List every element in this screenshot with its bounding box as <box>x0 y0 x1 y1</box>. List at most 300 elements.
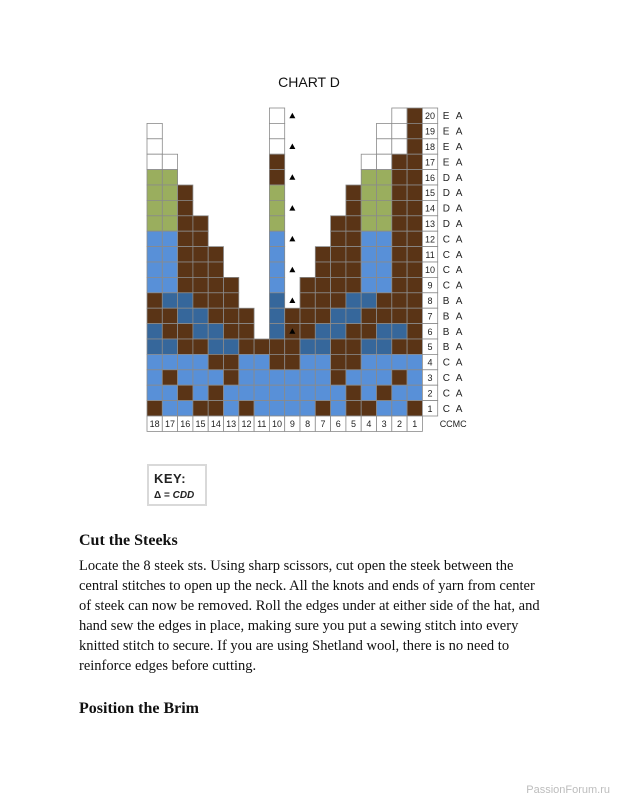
chart-cell <box>208 262 223 277</box>
chart-cell <box>162 170 177 185</box>
chart-cell <box>193 216 208 231</box>
chart-cell <box>147 185 162 200</box>
chart-cell <box>239 354 254 369</box>
chart-cell <box>346 354 361 369</box>
chart-cell <box>377 385 392 400</box>
chart-cell <box>392 339 407 354</box>
chart-cell <box>269 324 284 339</box>
chart-cell <box>285 339 300 354</box>
row-cc-label: B <box>442 342 450 354</box>
chart-cell <box>147 231 162 246</box>
row-cc-label: C <box>442 373 450 384</box>
chart-cell <box>147 154 162 169</box>
column-number-label: 11 <box>257 419 267 430</box>
row-cc-label: C <box>442 357 450 369</box>
column-number-label: 3 <box>381 419 387 430</box>
chart-cell <box>331 262 346 277</box>
row-mc-label: A <box>455 157 463 169</box>
chart-cell <box>269 339 284 354</box>
chart-cell <box>331 339 346 354</box>
chart-cell <box>285 385 300 400</box>
row-number-label: 12 <box>425 234 436 245</box>
chart-cell <box>269 185 284 200</box>
row-cc-label: C <box>442 234 450 246</box>
chart-cell <box>377 262 392 277</box>
column-number-label: 10 <box>272 419 283 430</box>
row-number-label: 16 <box>425 172 436 183</box>
chart-cell <box>377 200 392 215</box>
chart-cell <box>392 385 407 400</box>
chart-cell <box>162 401 177 416</box>
chart-cell <box>285 308 300 323</box>
chart-cell <box>346 185 361 200</box>
chart-cell <box>285 401 300 416</box>
chart-cell <box>331 231 346 246</box>
chart-cell <box>315 324 330 339</box>
chart-cell <box>208 401 223 416</box>
chart-cell <box>346 231 361 246</box>
row-mc-label: A <box>455 388 463 400</box>
row-cc-label: C <box>442 249 450 261</box>
chart-cell <box>315 262 330 277</box>
row-number-label: 9 <box>427 280 433 291</box>
chart-cell <box>300 324 315 339</box>
chart-cell <box>315 339 330 354</box>
row-number-label: 4 <box>427 357 433 368</box>
row-number-label: 2 <box>427 388 433 399</box>
chart-cell <box>392 247 407 262</box>
chart-cell <box>162 339 177 354</box>
chart-cell <box>254 339 269 354</box>
chart-cell <box>361 339 376 354</box>
row-cc-label: D <box>442 172 450 184</box>
key-cdd-legend <box>154 490 194 501</box>
chart-cell <box>361 185 376 200</box>
chart-cell <box>208 339 223 354</box>
chart-cell <box>178 293 193 308</box>
row-cc-label: E <box>442 142 450 153</box>
chart-cell <box>361 262 376 277</box>
chart-cell <box>407 154 422 169</box>
chart-cell <box>377 139 392 154</box>
chart-cell <box>377 370 392 385</box>
chart-cell <box>300 308 315 323</box>
chart-cell <box>208 308 223 323</box>
row-number-label: 18 <box>425 142 436 152</box>
chart-title: CHART D <box>278 74 340 90</box>
chart-cell <box>147 354 162 369</box>
chart-cell <box>377 277 392 292</box>
chart-cell <box>361 308 376 323</box>
chart-cell <box>254 401 269 416</box>
chart-cell <box>178 231 193 246</box>
row-mc-label: A <box>455 296 463 307</box>
chart-cell <box>285 354 300 369</box>
chart-cell <box>315 247 330 262</box>
row-number-label: 13 <box>425 219 436 229</box>
chart-cell <box>147 139 162 154</box>
chart-cell <box>178 200 193 215</box>
chart-cell <box>377 247 392 262</box>
chart-cell <box>269 123 284 138</box>
chart-cell <box>254 385 269 400</box>
chart-cell <box>239 339 254 354</box>
chart-cell <box>377 324 392 339</box>
chart-cell <box>331 277 346 292</box>
chart-cell <box>162 247 177 262</box>
row-mc-label: A <box>455 265 463 277</box>
row-mc-label: A <box>455 342 463 354</box>
chart-cell <box>300 293 315 308</box>
column-number-label: 18 <box>149 419 160 430</box>
chart-cell <box>361 170 376 185</box>
row-number-label: 11 <box>425 249 435 260</box>
chart-cell <box>346 308 361 323</box>
chart-cell <box>392 293 407 308</box>
chart-cell <box>392 200 407 215</box>
chart-cell <box>407 385 422 400</box>
row-mc-label: A <box>455 280 463 292</box>
chart-cell <box>377 123 392 138</box>
chart-cell <box>162 185 177 200</box>
row-mc-label: A <box>455 142 463 153</box>
chart-cell <box>208 370 223 385</box>
chart-cell <box>392 401 407 416</box>
chart-cell <box>147 247 162 262</box>
chart-cell <box>377 154 392 169</box>
chart-cell <box>407 324 422 339</box>
chart-cell <box>361 354 376 369</box>
row-cc-label: C <box>442 265 450 277</box>
chart-cell <box>208 385 223 400</box>
chart-cell <box>331 247 346 262</box>
chart-cell <box>269 170 284 185</box>
column-number-label: 7 <box>320 419 326 430</box>
chart-cell <box>346 339 361 354</box>
chart-cell <box>178 354 193 369</box>
chart-cell <box>193 401 208 416</box>
chart-cell <box>331 293 346 308</box>
chart-cell <box>377 293 392 308</box>
cdd-triangle-icon <box>289 298 295 304</box>
chart-cell <box>331 216 346 231</box>
cdd-triangle-icon <box>289 236 295 242</box>
row-mc-label: A <box>455 111 463 123</box>
chart-cell <box>178 262 193 277</box>
chart-cell <box>361 247 376 262</box>
chart-cell <box>224 354 239 369</box>
chart-cell <box>193 339 208 354</box>
chart-cell <box>407 170 422 185</box>
chart-cell <box>361 216 376 231</box>
chart-cell <box>147 339 162 354</box>
chart-cell <box>346 385 361 400</box>
chart-cell <box>285 370 300 385</box>
chart-cell <box>147 324 162 339</box>
chart-cell <box>300 385 315 400</box>
chart-cell <box>407 247 422 262</box>
row-mc-label: A <box>455 203 463 215</box>
row-mc-label: A <box>455 326 463 338</box>
chart-cell <box>407 308 422 323</box>
chart-cell <box>407 339 422 354</box>
chart-cell <box>269 262 284 277</box>
row-mc-label: A <box>455 234 463 246</box>
chart-cell <box>178 247 193 262</box>
row-mc-label: A <box>455 126 463 138</box>
chart-cell <box>392 170 407 185</box>
column-number-label: 17 <box>164 419 175 430</box>
chart-cell <box>407 123 422 138</box>
row-cc-label: B <box>442 311 450 323</box>
chart-cell <box>147 293 162 308</box>
chart-cell <box>392 324 407 339</box>
chart-cell <box>193 262 208 277</box>
chart-cell <box>193 324 208 339</box>
chart-cell <box>254 354 269 369</box>
chart-cell <box>346 324 361 339</box>
key-symbol: Δ = <box>154 490 173 501</box>
chart-cell <box>346 262 361 277</box>
chart-cell <box>315 401 330 416</box>
chart-cell <box>377 231 392 246</box>
chart-cell <box>269 247 284 262</box>
chart-cell <box>224 370 239 385</box>
chart-cell <box>331 385 346 400</box>
row-mc-label: A <box>455 188 463 200</box>
chart-cell <box>147 308 162 323</box>
chart-cell <box>346 200 361 215</box>
chart-cell <box>392 154 407 169</box>
chart-cell <box>239 324 254 339</box>
chart-cell <box>269 370 284 385</box>
row-mc-label: A <box>455 172 463 184</box>
chart-cell <box>178 324 193 339</box>
section-heading-cut-steeks: Cut the Steeks <box>79 532 178 549</box>
row-number-label: 15 <box>425 188 436 199</box>
row-cc-label: D <box>442 188 450 200</box>
chart-cell <box>269 154 284 169</box>
row-number-label: 3 <box>427 373 433 383</box>
chart-key <box>147 464 207 506</box>
chart-cell <box>147 170 162 185</box>
chart-cell <box>315 385 330 400</box>
row-number-label: 6 <box>427 326 433 337</box>
column-number-label: 16 <box>180 419 191 430</box>
row-number-label: 20 <box>425 111 436 122</box>
chart-cell <box>162 262 177 277</box>
row-cc-label: C <box>442 388 450 400</box>
chart-cell <box>377 339 392 354</box>
chart-cell <box>162 370 177 385</box>
chart-cell <box>269 231 284 246</box>
chart-cell <box>224 324 239 339</box>
chart-cell <box>147 123 162 138</box>
chart-cell <box>269 354 284 369</box>
chart-cell <box>392 185 407 200</box>
chart-cell <box>407 185 422 200</box>
chart-cell <box>239 385 254 400</box>
row-number-label: 17 <box>425 157 436 168</box>
chart-cell <box>162 231 177 246</box>
chart-cell <box>392 123 407 138</box>
chart-cell <box>407 262 422 277</box>
chart-cell <box>269 385 284 400</box>
chart-cell <box>193 277 208 292</box>
column-number-label: 1 <box>412 419 418 430</box>
row-number-label: 5 <box>427 342 433 353</box>
row-number-label: 1 <box>427 403 433 414</box>
chart-cell <box>224 339 239 354</box>
chart-cell <box>392 277 407 292</box>
row-cc-label: E <box>442 111 450 123</box>
chart-cell <box>377 401 392 416</box>
chart-cell <box>193 385 208 400</box>
chart-cell <box>208 247 223 262</box>
chart-cell <box>315 370 330 385</box>
chart-cell <box>162 324 177 339</box>
chart-cell <box>407 354 422 369</box>
chart-cell <box>178 216 193 231</box>
chart-cell <box>407 108 422 123</box>
chart-cell <box>239 401 254 416</box>
chart-cell <box>361 324 376 339</box>
chart-cell <box>331 354 346 369</box>
chart-cell <box>407 200 422 215</box>
chart-cell <box>361 154 376 169</box>
cdd-triangle-icon <box>289 113 295 119</box>
chart-cell <box>331 401 346 416</box>
chart-cell <box>239 370 254 385</box>
key-cdd-label: CDD <box>172 490 195 501</box>
section-heading-position-brim: Position the Brim <box>79 700 199 717</box>
chart-cell <box>208 293 223 308</box>
key-title: KEY: <box>154 471 187 486</box>
ccmc-label: CCMC <box>439 419 467 430</box>
column-number-label: 12 <box>241 419 252 430</box>
chart-cell <box>346 370 361 385</box>
chart-cell <box>407 293 422 308</box>
chart-cell <box>269 200 284 215</box>
chart-cell <box>331 324 346 339</box>
watermark: PassionForum.ru <box>526 784 610 796</box>
chart-cell <box>224 401 239 416</box>
row-mc-label: A <box>455 249 463 261</box>
chart-cell <box>162 200 177 215</box>
chart-cell <box>331 370 346 385</box>
chart-cell <box>392 354 407 369</box>
chart-cell <box>392 262 407 277</box>
chart-cell <box>162 293 177 308</box>
chart-cell <box>300 277 315 292</box>
chart-cell <box>239 308 254 323</box>
chart-cell <box>178 385 193 400</box>
chart-cell <box>346 216 361 231</box>
chart-cell <box>147 200 162 215</box>
chart-cell <box>361 277 376 292</box>
chart-cell <box>193 231 208 246</box>
row-cc-label: B <box>442 296 450 307</box>
chart-cell <box>346 293 361 308</box>
chart-cell <box>346 247 361 262</box>
chart-cell <box>407 139 422 154</box>
chart-cell <box>147 370 162 385</box>
row-cc-label: E <box>442 157 450 169</box>
chart-cell <box>269 293 284 308</box>
column-number-label: 2 <box>396 419 402 430</box>
column-number-label: 9 <box>289 419 295 430</box>
chart-cell <box>346 401 361 416</box>
chart-cell <box>224 277 239 292</box>
cdd-triangle-icon <box>289 267 295 273</box>
chart-cell <box>392 108 407 123</box>
chart-cell <box>346 277 361 292</box>
chart-cell <box>193 308 208 323</box>
chart-cell <box>208 277 223 292</box>
chart-cell <box>377 308 392 323</box>
column-number-label: 8 <box>305 419 311 430</box>
chart-cell <box>407 231 422 246</box>
column-number-label: 6 <box>335 419 341 430</box>
row-mc-label: A <box>455 403 463 415</box>
row-number-label: 7 <box>427 311 433 322</box>
chart-cell <box>361 293 376 308</box>
chart-cell <box>224 308 239 323</box>
chart-cell <box>361 385 376 400</box>
chart-cell <box>407 277 422 292</box>
chart-cell <box>300 339 315 354</box>
chart-cell <box>147 216 162 231</box>
chart-cell <box>208 324 223 339</box>
chart-cell <box>254 370 269 385</box>
chart-cell <box>269 277 284 292</box>
chart-cell <box>377 216 392 231</box>
chart-cell <box>315 277 330 292</box>
chart-cell <box>407 401 422 416</box>
chart-cell <box>208 354 223 369</box>
row-mc-label: A <box>455 219 463 230</box>
chart-cell <box>162 354 177 369</box>
chart-cell <box>315 354 330 369</box>
row-cc-label: C <box>442 280 450 292</box>
cdd-triangle-icon <box>289 205 295 211</box>
chart-cell <box>361 370 376 385</box>
chart-cell <box>193 354 208 369</box>
chart-cell <box>300 354 315 369</box>
chart-cell <box>162 385 177 400</box>
chart-cell <box>178 401 193 416</box>
chart-cell <box>178 339 193 354</box>
chart-cell <box>377 170 392 185</box>
chart-cell <box>147 401 162 416</box>
row-cc-label: B <box>442 326 450 338</box>
chart-cell <box>392 308 407 323</box>
chart-cell <box>269 108 284 123</box>
chart-cell <box>224 293 239 308</box>
chart-cell <box>392 139 407 154</box>
chart-cell <box>407 216 422 231</box>
column-number-label: 5 <box>351 419 357 430</box>
chart-cell <box>331 308 346 323</box>
chart-cell <box>193 247 208 262</box>
chart-cell <box>178 370 193 385</box>
chart-cell <box>193 293 208 308</box>
row-cc-label: C <box>442 403 450 415</box>
row-mc-label: A <box>455 373 463 384</box>
section-body-cut-steeks: Locate the 8 steek sts. Using sharp scissors, cut open the steek between the central stitches to open up the neck. All the knots and ends of yarn from center of steek can now be removed. Roll the edges under at either side of the hat, and hand sew the edges in place, making sure you put a sewing stitch into every knitted stitch to secure. If you are using Shetland wool, there is no need to reinforce edges before cutting. <box>79 558 540 674</box>
chart-cell <box>361 200 376 215</box>
row-mc-label: A <box>455 357 463 369</box>
